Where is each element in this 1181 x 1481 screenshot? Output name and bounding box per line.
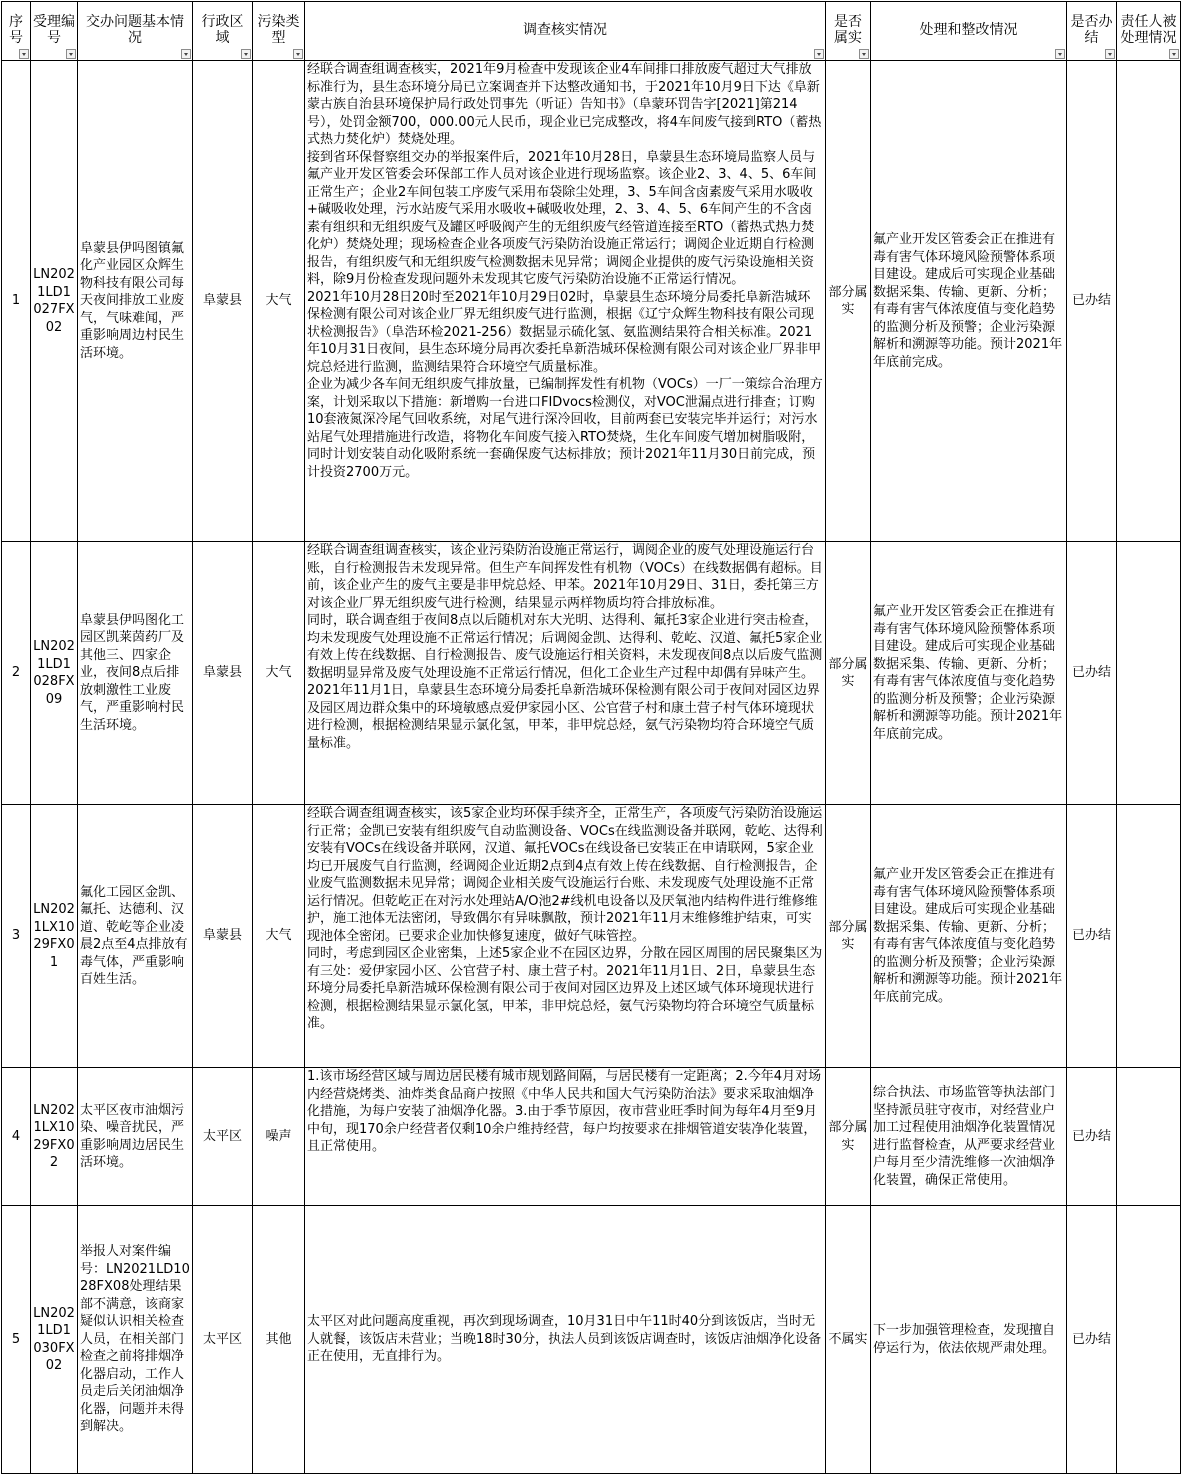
filter-dropdown-icon[interactable]: [181, 49, 191, 59]
table-row: [2, 1206, 1181, 1474]
cell-investigation[interactable]: [305, 542, 826, 805]
cell-is-true[interactable]: 部分属实: [826, 1068, 871, 1206]
header-is-true[interactable]: 是否属实: [826, 2, 871, 61]
cell-done[interactable]: 已办结: [1067, 61, 1117, 542]
cell-pollution[interactable]: 大气: [253, 805, 305, 1068]
cell-problem[interactable]: 阜蒙县伊吗图镇氟化产业园区众辉生物科技有限公司每天夜间排放工业废气，气味难闻，严重影响周边村民生活环境。: [78, 61, 193, 542]
cell-pollution[interactable]: 噪声: [253, 1068, 305, 1206]
filter-dropdown-icon[interactable]: [66, 49, 76, 59]
cell-handling[interactable]: 氟产业开发区管委会正在推进有毒有害气体环境风险预警体系项目建设。建成后可实现企业基础数据采集、传输、更新、分析；有毒有害气体浓度值与变化趋势的监测分析及预警；企业污染源解析和溯源等功能。预计2021年年底前完成。: [871, 542, 1067, 805]
investigation-paragraph: 2021年10月28日20时至2021年10月29日02时，阜蒙县生态环境分局委托阜新浩城环保检测有限公司对该企业厂界无组织废气进行监测，根据《辽宁众辉生物科技有限公司现状检测报告》（阜浩环检2021-256）数据显示硫化氢、氨监测结果符合相关标准。2021年10月31日夜间，县生态环境分局再次委托阜新浩城环保检测有限公司对该企业厂界非甲烷总烃进行监测，监测结果符合环境空气质量标准。: [307, 289, 822, 375]
header-problem[interactable]: 交办问题基本情况: [78, 2, 193, 61]
filter-dropdown-icon[interactable]: [19, 49, 29, 59]
investigation-paragraph: 经联合调查组调查核实，该5家企业均环保手续齐全，正常生产，各项废气污染防治设施运行正常；金凯已安装有组织废气自动监测设备、VOCs在线监测设备并联网，乾屹、达得利安装有VOCs在线设备并联网，汉道、氟托VOCs在线设备已安装正在申请联网，5家企业均已开展废气自行监测，经调阅企业近期2点到4点有效上传在线数据、自行检测报告，企业废气监测数据未见异常；调阅企业相关废气设施运行台账、未发现废气处理设施不正常运行情况。但乾屹正在对污水处理站A/O池2#线机电设备以及厌氧池内结构件进行维修维护，施工池体无法密闭，导致偶尔有异味飘散，预计2021年11月末维修维护结束，可实现池体全密闭。已要求企业加快修复速度，做好气味管控。: [307, 806, 823, 944]
cell-handling[interactable]: 综合执法、市场监管等执法部门坚持派员驻守夜市，对经营业户加工过程使用油烟净化装置情况进行监督检查，从严要求经营业户每月至少清洗维修一次油烟净化装置，确保正常使用。: [871, 1068, 1067, 1206]
cell-problem[interactable]: 氟化工园区金凯、氟托、达德利、汉道、乾屹等企业凌晨2点至4点排放有毒气体，严重影响百姓生活。: [78, 805, 193, 1068]
cell-region[interactable]: 太平区: [193, 1068, 253, 1206]
cell-investigation[interactable]: [305, 1206, 826, 1474]
cell-is-true[interactable]: 不属实: [826, 1206, 871, 1474]
investigation-paragraph: 2021年11月1日，阜蒙县生态环境分局委托阜新浩城环保检测有限公司于夜间对园区边界及园区周边群众集中的环境敏感点爱伊家园小区、公官营子村和康土营子村气体环境现状进行检测，根据检测结果显示氯化氢，甲苯，非甲烷总烃，氨气污染物均符合环境空气质量标准。: [307, 683, 820, 751]
cell-problem[interactable]: 阜蒙县伊吗图化工园区凯莱茵药厂及其他三、四家企业，夜间8点后排放刺激性工业废气，严重影响村民生活环境。: [78, 542, 193, 805]
cell-handling[interactable]: 下一步加强管理检查，发现擅自停运行为，依法依规严肃处理。: [871, 1206, 1067, 1474]
investigation-paragraph: 接到省环保督察组交办的举报案件后，2021年10月28日，阜蒙县生态环境局监察人员与氟产业开发区管委会环保部工作人员对该企业进行现场监察。该企业2、3、4、5、6车间正常生产；企业2车间包装工序废气采用布袋除尘处理，3、5车间含卤素废气采用水吸收+碱吸收处理，污水站废气采用水吸收+碱吸收处理，2、3、4、5、6车间产生的不含卤素有组织和无组织废气及罐区呼吸阀产生的无组织废气经管道连接至RTO（蓄热式热力焚化炉）焚烧处理；现场检查企业各项废气污染防治设施正常运行；调阅企业近期自行检测报告，有组织废气和无组织废气检测数据未见异常；调阅企业提供的废气污染设施相关资料，除9月份检查发现问题外未发现其它废气污染防治设施不正常运行情况。: [307, 149, 817, 287]
cell-is-true[interactable]: 部分属实: [826, 805, 871, 1068]
cell-problem[interactable]: 太平区夜市油烟污染、噪音扰民，严重影响周边居民生活环境。: [78, 1068, 193, 1206]
cell-done[interactable]: 已办结: [1067, 1206, 1117, 1474]
filter-dropdown-icon[interactable]: [1055, 49, 1065, 59]
investigation-paragraph: 企业为减少各车间无组织废气排放量，已编制挥发性有机物（VOCs）一厂一策综合治理方案，计划采取以下措施：新增购一台进口FIDvocs检测仪，对VOC泄漏点进行排查；订购10套液氮深冷尾气回收系统，对尾气进行深冷回收，目前两套已安装完毕并运行；对污水站尾气处理措施进行改造，将物化车间废气接入RTO焚烧，生化车间废气增加树脂吸附，同时计划安装自动化吸附系统一套确保废气达标排放；预计2021年11月30日前完成，预计投资2700万元。: [307, 377, 823, 480]
cell-code[interactable]: LN2021LX1029FX02: [31, 1068, 78, 1206]
header-done[interactable]: 是否办结: [1067, 2, 1117, 61]
filter-dropdown-icon[interactable]: [859, 49, 869, 59]
cell-code[interactable]: LN2021LD1028FX09: [31, 542, 78, 805]
header-region[interactable]: 行政区域: [193, 2, 253, 61]
cell-is-true[interactable]: 部分属实: [826, 61, 871, 542]
filter-dropdown-icon[interactable]: [293, 49, 303, 59]
cell-pollution[interactable]: 其他: [253, 1206, 305, 1474]
investigation-paragraph: 1.该市场经营区域与周边居民楼有城市规划路间隔，与居民楼有一定距离；2.今年4月对场内经营烧烤类、油炸类食品商户按照《中华人民共和国大气污染防治法》要求采取油烟净化措施，为每户安装了油烟净化器。3.由于季节原因，夜市营业旺季时间为每年4月至9月中旬，现170余户经营者仅剩10余户维持经营，每户均按要求在排烟管道安装净化装置，且正常使用。: [307, 1069, 822, 1154]
cell-done[interactable]: 已办结: [1067, 805, 1117, 1068]
header-code[interactable]: 受理编号: [31, 2, 78, 61]
investigation-paragraph: 同时，考虑到园区企业密集，上述5家企业不在园区边界，分散在园区周围的居民聚集区为有三处：爱伊家园小区、公官营子村、康土营子村。2021年11月1日、2日，阜蒙县生态环境分局委托阜新浩城环保检测有限公司于夜间对园区边界及上述区域气体环境现状进行检测，根据检测结果显示氯化氢，甲苯，非甲烷总烃，氨气污染物均符合环境空气质量标准。: [307, 946, 823, 1031]
table-row: [2, 1068, 1181, 1206]
table-row: [2, 61, 1181, 542]
filter-dropdown-icon[interactable]: [1169, 49, 1179, 59]
cell-region[interactable]: 阜蒙县: [193, 805, 253, 1068]
cell-seq[interactable]: 4: [2, 1068, 31, 1206]
investigation-paragraph: 经联合调查组调查核实，该企业污染防治设施正常运行，调阅企业的废气处理设施运行台账，自行检测报告未发现异常。但生产车间挥发性有机物（VOCs）在线数据偶有超标。目前，该企业产生的废气主要是非甲烷总烃、甲苯。2021年10月29日、31日，委托第三方对该企业厂界无组织废气进行检测，结果显示两样物质均符合排放标准。: [307, 543, 823, 611]
cell-done[interactable]: 已办结: [1067, 1068, 1117, 1206]
header-seq[interactable]: 序号: [2, 2, 31, 61]
cell-seq[interactable]: 1: [2, 61, 31, 542]
cell-region[interactable]: 阜蒙县: [193, 542, 253, 805]
cell-responsible[interactable]: [1117, 61, 1181, 542]
cell-responsible[interactable]: [1117, 542, 1181, 805]
cell-seq[interactable]: 2: [2, 542, 31, 805]
investigation-paragraph: 同时，联合调查组于夜间8点以后随机对东大光明、达得利、氟托3家企业进行突击检查，均未发现废气处理设施不正常运行情况；后调阅金凯、达得利、乾屹、汉道、氟托5家企业有效上传在线数据、自行检测报告、废气设施运行相关资料，未发现夜间8点以后废气监测数据明显异常及废气处理设施不正常运行情况，但化工企业生产过程中却偶有异味产生。: [307, 613, 823, 681]
header-responsible[interactable]: 责任人被处理情况: [1117, 2, 1181, 61]
cell-investigation[interactable]: [305, 61, 826, 542]
cell-handling[interactable]: 氟产业开发区管委会正在推进有毒有害气体环境风险预警体系项目建设。建成后可实现企业基础数据采集、传输、更新、分析；有毒有害气体浓度值与变化趋势的监测分析及预警；企业污染源解析和溯源等功能。预计2021年年底前完成。: [871, 61, 1067, 542]
cell-seq[interactable]: 3: [2, 805, 31, 1068]
cell-investigation[interactable]: [305, 805, 826, 1068]
table-row: [2, 805, 1181, 1068]
table-row: [2, 542, 1181, 805]
cell-responsible[interactable]: [1117, 1206, 1181, 1474]
cell-problem[interactable]: 举报人对案件编号：LN2021LD1028FX08处理结果部不满意，该商家疑似认识相关检查人员，在相关部门检查之前将排烟净化器启动，工作人员走后关闭油烟净化器，问题并未得到解决。: [78, 1206, 193, 1474]
cell-pollution[interactable]: 大气: [253, 61, 305, 542]
cell-region[interactable]: 太平区: [193, 1206, 253, 1474]
investigation-paragraph: 经联合调查组调查核实，2021年9月检查中发现该企业4车间排口排放废气超过大气排放标准行为，县生态环境分局已立案调查并下达整改通知书，于2021年10月9日下达《阜新蒙古族自治县环境保护局行政处罚事先（听证）告知书》（阜蒙环罚告字[2021]第214号），处罚金额700，000.00元人民币，现企业已完成整改，将4车间废气接到RTO（蓄热式热力焚化炉）焚烧处理。: [307, 62, 822, 147]
cell-seq[interactable]: 5: [2, 1206, 31, 1474]
cell-is-true[interactable]: 部分属实: [826, 542, 871, 805]
cell-responsible[interactable]: [1117, 1068, 1181, 1206]
cell-done[interactable]: 已办结: [1067, 542, 1117, 805]
header-pollution[interactable]: 污染类型: [253, 2, 305, 61]
cell-code[interactable]: LN2021LD1030FX02: [31, 1206, 78, 1474]
cell-pollution[interactable]: 大气: [253, 542, 305, 805]
filter-dropdown-icon[interactable]: [241, 49, 251, 59]
header-investigation[interactable]: 调查核实情况: [305, 2, 826, 61]
cell-region[interactable]: 阜蒙县: [193, 61, 253, 542]
case-table: [1, 1, 1181, 1474]
cell-code[interactable]: LN2021LX1029FX01: [31, 805, 78, 1068]
cell-code[interactable]: LN2021LD1027FX02: [31, 61, 78, 542]
cell-handling[interactable]: 氟产业开发区管委会正在推进有毒有害气体环境风险预警体系项目建设。建成后可实现企业基础数据采集、传输、更新、分析；有毒有害气体浓度值与变化趋势的监测分析及预警；企业污染源解析和溯源等功能。预计2021年年底前完成。: [871, 805, 1067, 1068]
filter-dropdown-icon[interactable]: [814, 49, 824, 59]
header-row: [2, 2, 1181, 61]
filter-dropdown-icon[interactable]: [1105, 49, 1115, 59]
investigation-paragraph: 太平区对此问题高度重视，再次到现场调查，10月31日中午11时40分到该饭店，当时无人就餐，该饭店未营业；当晚18时30分，执法人员到该饭店调查时，该饭店油烟净化设备正在使用，无直排行为。: [307, 1314, 822, 1365]
cell-responsible[interactable]: [1117, 805, 1181, 1068]
header-handling[interactable]: 处理和整改情况: [871, 2, 1067, 61]
cell-investigation[interactable]: [305, 1068, 826, 1206]
